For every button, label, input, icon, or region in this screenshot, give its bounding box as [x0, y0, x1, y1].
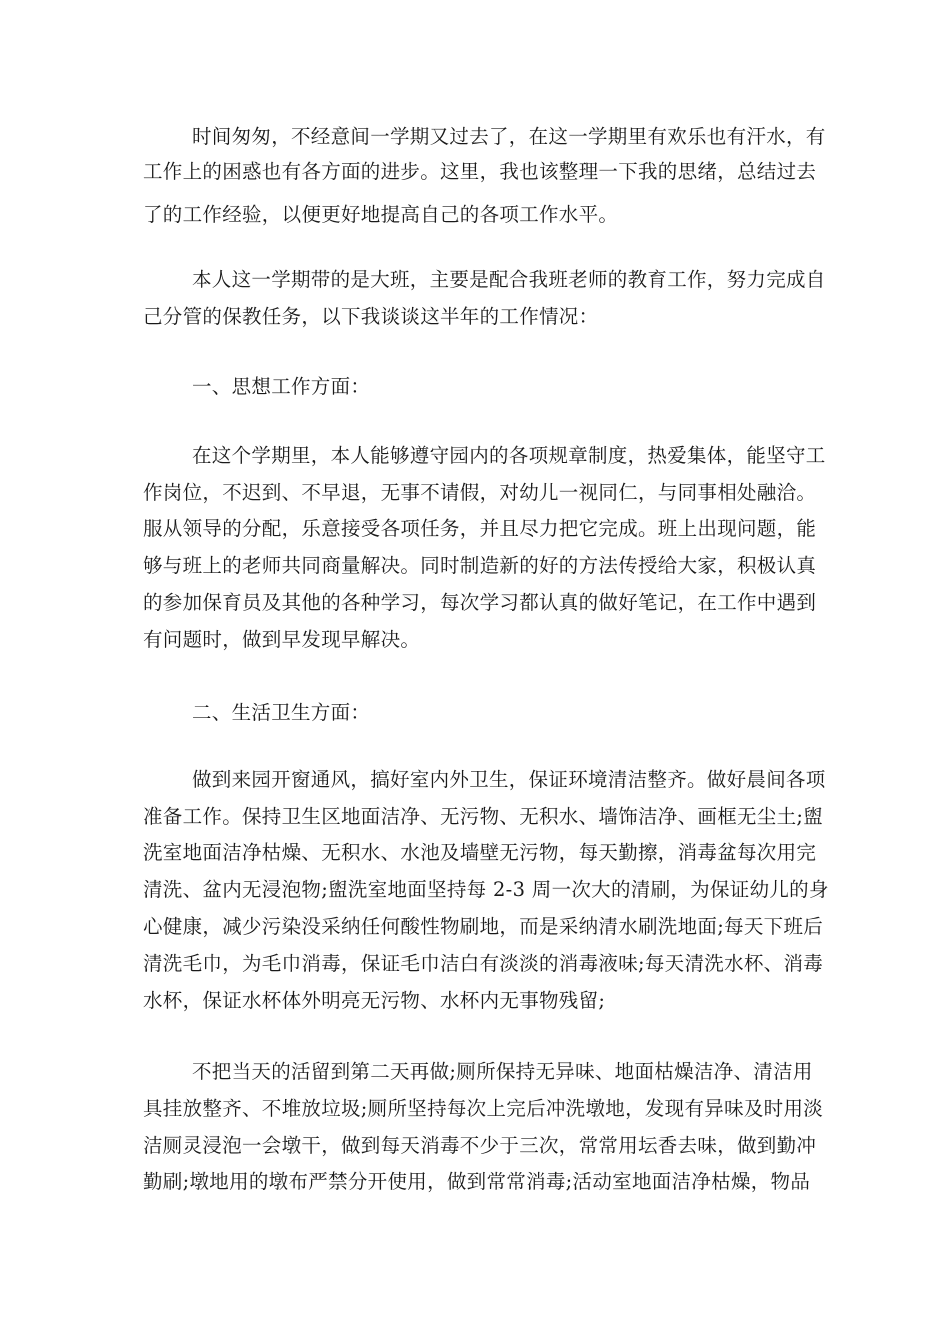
paragraph-4-line-4: 清洗、盆内无浸泡物;盥洗室地面坚持每 2-3 周一次大的清刷，为保证幼儿的身 — [143, 878, 829, 901]
paragraph-3-line-2: 作岗位，不迟到、不早退，无事不请假，对幼儿一视同仁，与同事相处融洽。 — [143, 481, 817, 504]
paragraph-3-line-1: 在这个学期里，本人能够遵守园内的各项规章制度，热爱集体，能坚守工 — [192, 444, 826, 467]
paragraph-5-line-2: 具挂放整齐、不堆放垃圾;厕所坚持每次上完后冲洗墩地，发现有异味及时用淡 — [143, 1097, 824, 1120]
paragraph-3-line-5: 的参加保育员及其他的各种学习，每次学习都认真的做好笔记，在工作中遇到 — [143, 591, 817, 614]
paragraph-5-line-1: 不把当天的活留到第二天再做;厕所保持无异味、地面枯燥洁净、清洁用 — [192, 1060, 813, 1083]
paragraph-4-line-3: 洗室地面洁净枯燥、无积水、水池及墙壁无污物，每天勤擦，消毒盆每次用完 — [143, 841, 817, 864]
paragraph-4-line-2: 准备工作。保持卫生区地面洁净、无污物、无积水、墙饰洁净、画框无尘土;盥 — [143, 805, 824, 828]
section-heading-thought: 一、思想工作方面： — [192, 375, 371, 398]
paragraph-4-line-7: 水杯，保证水杯体外明亮无污物、水杯内无事物残留; — [143, 989, 606, 1012]
paragraph-3-line-4: 够与班上的老师共同商量解决。同时制造新的好的方法传授给大家，积极认真 — [143, 554, 817, 577]
paragraph-4-line-5: 心健康，减少污染没采纳任何酸性物刷地，而是采纳清水刷洗地面;每天下班后 — [143, 915, 824, 938]
paragraph-1-line-2: 工作上的困惑也有各方面的进步。这里，我也该整理一下我的思绪，总结过去 — [143, 160, 817, 183]
paragraph-2-line-2: 己分管的保教任务，以下我谈谈这半年的工作情况： — [143, 305, 599, 328]
paragraph-1-line-1: 时间匆匆，不经意间一学期又过去了，在这一学期里有欢乐也有汗水，有 — [192, 125, 826, 148]
paragraph-2-line-1: 本人这一学期带的是大班，主要是配合我班老师的教育工作，努力完成自 — [192, 268, 826, 291]
paragraph-5-line-4: 勤刷;墩地用的墩布严禁分开使用，做到常常消毒;活动室地面洁净枯燥，物品 — [143, 1170, 811, 1193]
paragraph-4-line-6: 清洗毛巾，为毛巾消毒，保证毛巾洁白有淡淡的消毒液味;每天清洗水杯、消毒 — [143, 952, 824, 975]
paragraph-5-line-3: 洁厕灵浸泡一会墩干，做到每天消毒不少于三次，常常用坛香去味，做到勤冲 — [143, 1134, 817, 1157]
paragraph-3-line-6: 有问题时，做到早发现早解决。 — [143, 628, 421, 651]
paragraph-3-line-3: 服从领导的分配，乐意接受各项任务，并且尽力把它完成。班上出现问题，能 — [143, 517, 817, 540]
paragraph-4-line-1: 做到来园开窗通风，搞好室内外卫生，保证环境清洁整齐。做好晨间各项 — [192, 768, 826, 791]
section-heading-hygiene: 二、生活卫生方面： — [192, 701, 371, 724]
paragraph-1-line-3: 了的工作经验，以便更好地提高自己的各项工作水平。 — [143, 203, 619, 226]
